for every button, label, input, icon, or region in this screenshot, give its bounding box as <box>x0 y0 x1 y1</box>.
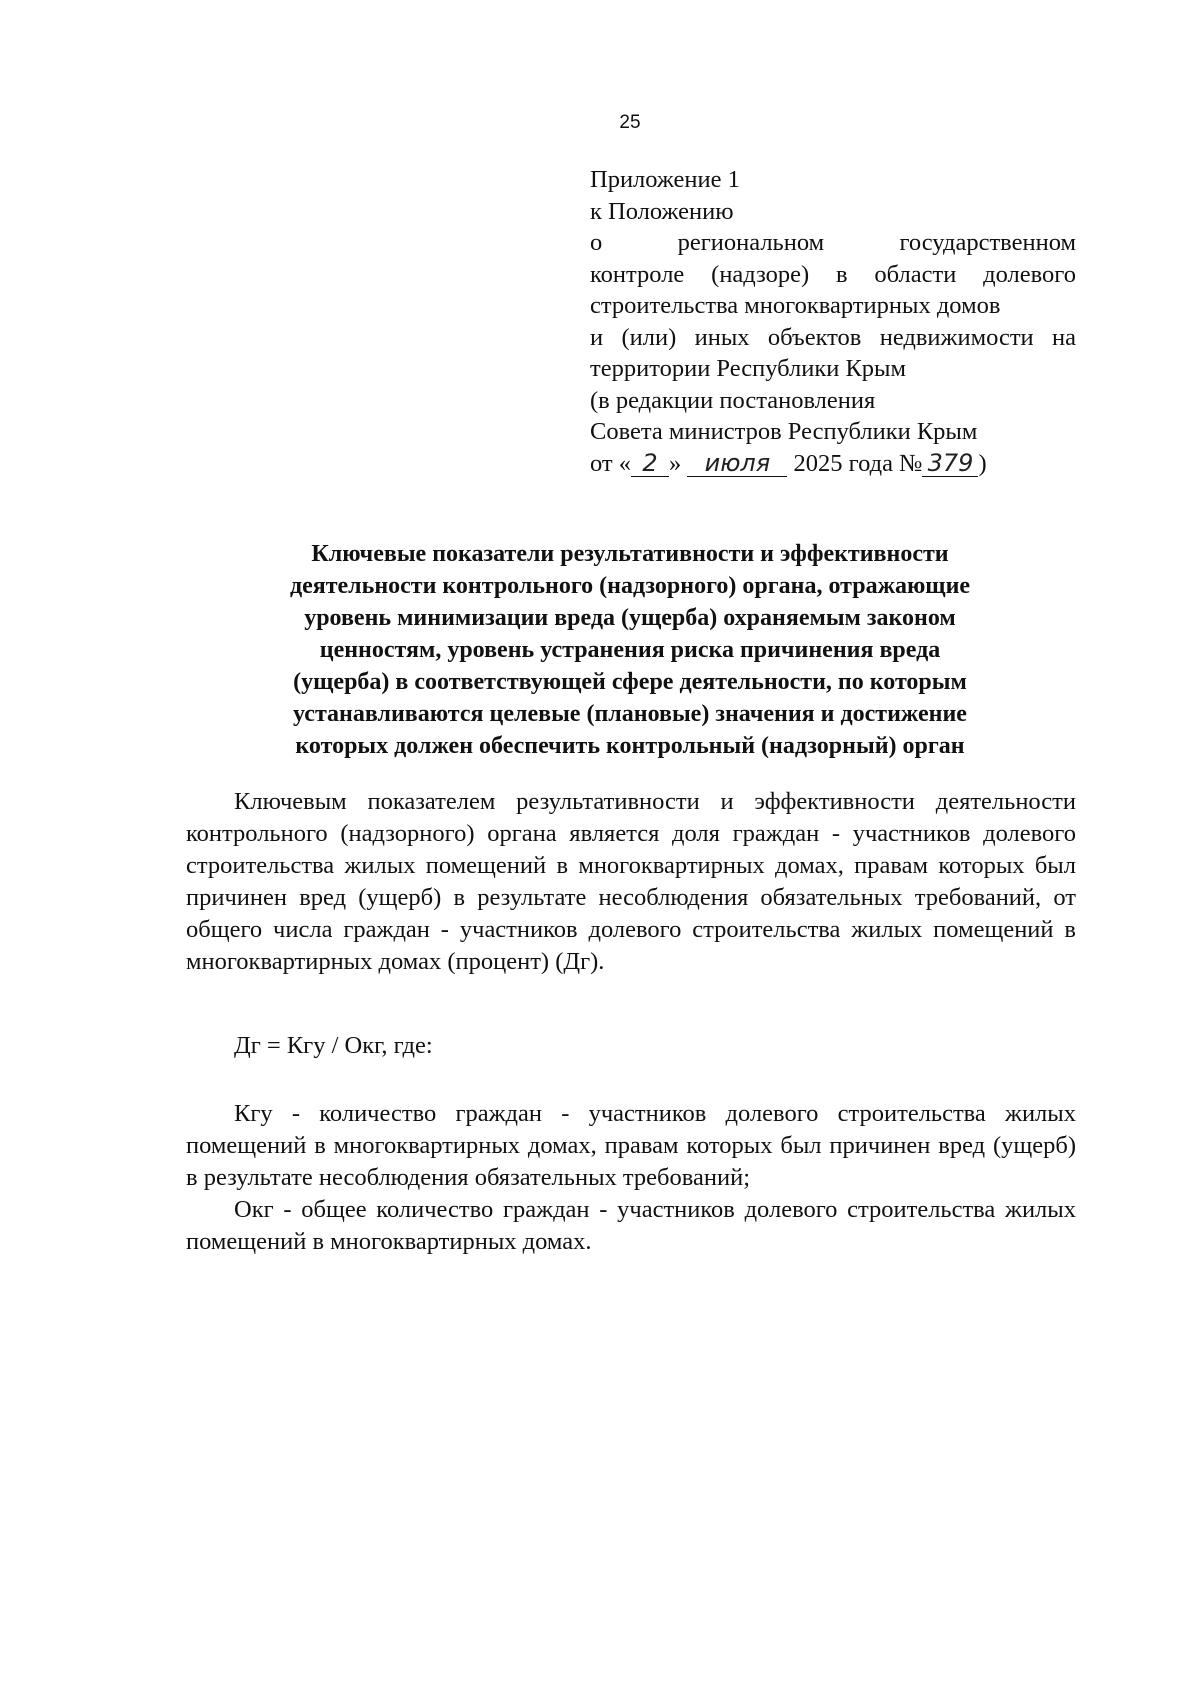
title-line: устанавливаются целевые (плановые) значения и достижение <box>293 701 967 727</box>
appendix-line: к Положению <box>590 197 734 225</box>
appendix-line: (в редакции постановления <box>590 386 876 414</box>
paragraph-kgu-definition <box>186 1098 1076 1194</box>
title-line: уровень минимизации вреда (ущерба) охраняемым законом <box>304 605 956 631</box>
date-prefix: от « <box>590 449 632 477</box>
paragraph-okg-definition <box>186 1194 1076 1258</box>
document-title <box>190 538 1070 762</box>
paragraph-key-indicator <box>186 786 1076 978</box>
handwritten-month: июля <box>687 450 787 477</box>
formula-text: Дг = Кгу / Окг, где: <box>234 1032 433 1059</box>
paragraph-text: Кгу - количество граждан - участников долевого строительства жилых помещений в многоквартирных домах, правам которых был причинен вред (ущерб) в результате несоблюдения обязательных требований; <box>186 1100 1076 1191</box>
date-mid: » <box>669 449 682 477</box>
appendix-line: Приложение 1 <box>590 166 740 193</box>
paragraph-text: Ключевым показателем результативности и эффективности деятельности контрольного (надзорного) органа является доля граждан - участников долевого строительства жилых помещений в многоквартирных домах, правам которых был причинен вред (ущерб) в результате несоблюдения обязательных требований, от общего числа граждан - участников долевого строительства жилых помещений в многоквартирных домах (процент) (Дг). <box>186 788 1076 975</box>
formula <box>186 1030 1076 1062</box>
appendix-line: и (или) иных объектов недвижимости на <box>590 323 1076 351</box>
date-suffix: ) <box>978 449 987 477</box>
paragraph-text: Окг - общее количество граждан - участников долевого строительства жилых помещений в многоквартирных домах. <box>186 1196 1076 1255</box>
resolution-date-line <box>590 448 1076 480</box>
handwritten-number: 379 <box>922 450 978 477</box>
appendix-header <box>590 164 1076 479</box>
appendix-line: контроле (надзоре) в области долевого <box>590 260 1076 288</box>
title-line: деятельности контрольного (надзорного) органа, отражающие <box>289 573 971 599</box>
appendix-line: о региональном государственном <box>590 229 1076 256</box>
date-year: 2025 года № <box>793 449 923 477</box>
appendix-line: территории Республики Крым <box>590 355 907 382</box>
appendix-line: строительства многоквартирных домов <box>590 292 1001 319</box>
title-line: (ущерба) в соответствующей сфере деятельности, по которым <box>293 669 967 695</box>
page-number: 25 <box>619 112 641 133</box>
appendix-line: Совета министров Республики Крым <box>590 418 978 445</box>
title-line: ценностям, уровень устранения риска причинения вреда <box>319 637 941 663</box>
handwritten-day: 2 <box>631 450 669 477</box>
title-line: Ключевые показатели результативности и эффективности <box>311 541 949 567</box>
title-line: которых должен обеспечить контрольный (надзорный) орган <box>295 733 965 759</box>
